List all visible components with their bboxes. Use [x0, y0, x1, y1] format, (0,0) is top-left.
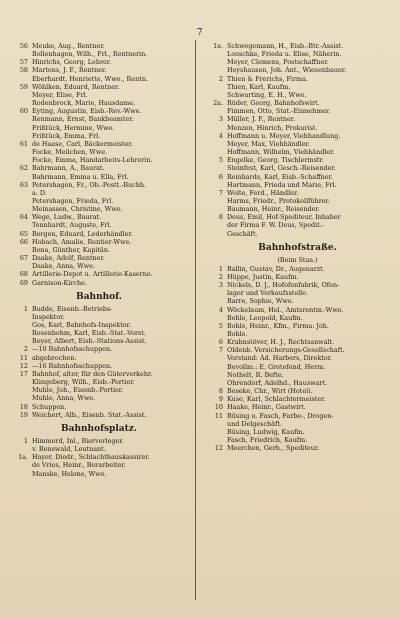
- entry-text: Wöckelaum, Hel., Amtsrentm.-Wwe.: [227, 305, 344, 314]
- column-divider: [195, 40, 196, 600]
- directory-entry: [205, 420, 390, 428]
- directory-entry: [205, 306, 390, 314]
- house-number: 6: [218, 172, 223, 181]
- house-number: 7: [218, 188, 223, 197]
- entry-text: Bevollm.: E. Grotefend, Herm.: [227, 362, 326, 371]
- directory-entry: [205, 297, 390, 305]
- entry-text: Frißtück, Emma, Frl.: [32, 131, 101, 140]
- entry-text: Hayer, Diedr., Schlachthauskassirer.: [32, 453, 150, 462]
- directory-entry: [205, 346, 390, 354]
- entry-text: Focke, Meilchen, Wwe.: [32, 148, 108, 157]
- entry-text: Krahnstöver, H. J., Rechtsanwalt.: [227, 338, 335, 347]
- house-number: 19: [19, 410, 28, 419]
- entry-text: a. D.: [32, 188, 47, 197]
- entry-text: Beyer, Albert, Eisb.-Stations-Assist.: [32, 337, 147, 346]
- directory-entry: [205, 330, 390, 338]
- house-number: 2a.: [213, 99, 223, 108]
- directory-entry: [10, 124, 188, 132]
- house-number: 56: [19, 42, 28, 50]
- directory-entry: [205, 230, 390, 238]
- house-number: 7: [218, 346, 223, 355]
- directory-entry: [205, 189, 390, 197]
- directory-entry: [10, 254, 188, 262]
- page-number: 7: [196, 28, 204, 38]
- left-column: [10, 42, 188, 478]
- directory-entry: [10, 238, 188, 246]
- directory-entry: [10, 50, 188, 58]
- house-number: 4: [218, 131, 223, 140]
- house-number: 11: [19, 353, 28, 362]
- directory-entry: [10, 132, 188, 140]
- entry-text: Bollenhagen, Wilh., Frl., Rentnerin.: [32, 50, 148, 59]
- directory-entry: [205, 197, 390, 205]
- entry-text: Deus, Emil, Hof-Spediteur, Inhaber: [227, 213, 341, 222]
- section-heading-bahnhofstrasse: Bahnhofstraße.: [258, 242, 337, 253]
- directory-entry: [10, 197, 188, 205]
- entry-text: Ballin, Gustav, Dr., Augenarzt.: [227, 264, 325, 273]
- directory-entry: [10, 362, 188, 370]
- entry-text: Bona, Günther, Kapitän.: [32, 245, 110, 254]
- left-entries-1: [10, 42, 188, 287]
- entry-text: Büsing, Ludwig, Kaufm.: [227, 427, 305, 436]
- directory-entry: [10, 213, 188, 221]
- directory-entry: [10, 378, 188, 386]
- entry-text: Engelke, Georg, Tischlermstr.: [227, 156, 324, 165]
- entry-text: Garnison-Kirche.: [32, 278, 87, 287]
- directory-entry: [205, 132, 390, 140]
- house-number: 63: [19, 180, 28, 189]
- entry-text: Wege, Ludw., Baurat.: [32, 213, 102, 222]
- directory-entry: [205, 91, 390, 99]
- entry-text: Reinhards, Karl, Eisb.-Schaffner.: [227, 172, 333, 181]
- directory-entry: [10, 173, 188, 181]
- directory-entry: [205, 124, 390, 132]
- house-number: 17: [19, 369, 28, 378]
- entry-text: Baumann, Heinr., Reisender.: [227, 205, 320, 214]
- entry-text: Himmerd, Inl., Bierverleger.: [32, 436, 124, 445]
- entry-text: Manske, Helene, Wwe.: [32, 469, 107, 478]
- directory-entry: [205, 371, 390, 379]
- directory-entry: [205, 273, 390, 281]
- entry-text: Thien, Karl, Kaufm.: [227, 82, 291, 91]
- directory-entry: [205, 428, 390, 436]
- entry-text: Rodenbrock, Marie, Hausdame.: [32, 99, 136, 108]
- directory-entry: [205, 140, 390, 148]
- entry-text: Daake, Anna, Wwe.: [32, 262, 96, 271]
- directory-entry: [10, 181, 188, 189]
- entry-text: Muhle, Joh., Eisenb.-Portier.: [32, 386, 124, 395]
- directory-entry: [10, 345, 188, 353]
- entry-text: Menzen, Hinrich, Prokurist.: [227, 123, 318, 132]
- entry-text: Bahrmann, Emma u. Ella, Frl.: [32, 172, 129, 181]
- entry-text: Bahnhof, alter, für den Güterverkehr.: [32, 369, 153, 378]
- section-heading-bahnhofsplatz: Bahnhofsplatz.: [61, 423, 137, 434]
- house-number: 57: [19, 58, 28, 67]
- directory-entry: [10, 386, 188, 394]
- entry-text: Geschäft.: [227, 229, 258, 238]
- directory-entry: [10, 354, 188, 362]
- directory-entry: [205, 265, 390, 273]
- entry-text: Klingeberg, Wilh., Eisb.-Portier.: [32, 378, 135, 387]
- directory-entry: [205, 50, 390, 58]
- entry-text: Steinfest, Karl, Gesch.-Reisender.: [227, 164, 336, 173]
- left-entries-3: [10, 437, 188, 478]
- directory-entry: [10, 279, 188, 287]
- directory-entry: [205, 322, 390, 330]
- right-entries-1: [205, 42, 390, 238]
- directory-entry: [205, 83, 390, 91]
- directory-entry: [10, 107, 188, 115]
- entry-text: Schwarting, E. H., Wwe.: [227, 90, 307, 99]
- entry-text: de Haase, Carl, Bäckermeister.: [32, 139, 133, 148]
- directory-entry: [10, 83, 188, 91]
- entry-text: Inspektor.: [32, 312, 65, 321]
- house-number: 59: [19, 82, 28, 91]
- entry-text: Heyshausen, Joh. Ant., Wiesenbauer.: [227, 66, 347, 75]
- entry-text: v. Renswald, Leutnant.: [32, 445, 106, 454]
- directory-entry: [205, 281, 390, 289]
- entry-text: Nickels, D. J., Hofofenfabrik, Ofen-: [227, 281, 340, 290]
- entry-text: Haake, Heinr., Gastwirt.: [227, 403, 306, 412]
- entry-text: Behle, Leopold, Kaufm.: [227, 313, 303, 322]
- entry-text: Fimmen, Otto, Stat.-Einnehmer.: [227, 107, 331, 116]
- directory-entry: [205, 156, 390, 164]
- entry-text: Meyer, Elise, Frl.: [32, 90, 88, 99]
- house-number: 64: [19, 213, 28, 222]
- entry-text: Hoffmann, Wilhelm, Viehhändler.: [227, 148, 335, 157]
- entry-text: Bohle.: [227, 330, 248, 338]
- directory-entry: [205, 395, 390, 403]
- house-number: 8: [218, 387, 223, 396]
- entry-text: Artillerie-Depot u. Artillerie-Kaserne.: [32, 270, 153, 279]
- directory-entry: [205, 107, 390, 115]
- directory-entry: [10, 99, 188, 107]
- directory-entry: [205, 42, 390, 50]
- entry-text: Meyer, Clemens, Postschaffner.: [227, 58, 329, 67]
- directory-entry: [205, 412, 390, 420]
- entry-text: Budde, Eisenb.-Betriebs-: [32, 304, 113, 313]
- house-number: 2: [23, 345, 28, 354]
- directory-entry: [10, 75, 188, 83]
- house-number: 5: [218, 156, 223, 165]
- house-number: 12: [214, 444, 223, 453]
- entry-text: Focke, Emma, Handarbeits-Lehrerin.: [32, 156, 153, 165]
- entry-text: Petershagen, Fr., Ob.-Postt.-Buchh.: [32, 180, 147, 189]
- entry-text: Meerchen, Gerh., Spediteur.: [227, 444, 320, 453]
- directory-entry: [205, 173, 390, 181]
- directory-entry: [205, 444, 390, 452]
- house-number: 2: [218, 272, 223, 281]
- right-column: [205, 42, 390, 452]
- entry-text: Büsing u. Fasch, Farbe-, Drogen-: [227, 411, 334, 420]
- entry-text: Wolte, Ferd., Händler.: [227, 188, 299, 197]
- entry-text: Loeschke, Frieda u. Elise, Näherin.: [227, 50, 342, 59]
- entry-text: Nothelt, R. Befte.: [227, 370, 284, 379]
- entry-text: Müller, J. F., Rentner.: [227, 115, 296, 124]
- section-subheading: (Beim Staa.): [277, 255, 318, 264]
- directory-entry: [10, 221, 188, 229]
- entry-text: Weichert, Alb., Eisenb. Stat.-Assist.: [32, 410, 147, 419]
- entry-text: Petershagen, Frieda, Frl.: [32, 196, 114, 205]
- directory-entry: [10, 337, 188, 345]
- left-entries-2: [10, 305, 188, 419]
- house-number: 69: [19, 278, 28, 287]
- entry-text: und Delgeschäft.: [227, 419, 282, 428]
- entry-text: —10 Bahnhofsschuppen.: [32, 345, 113, 354]
- entry-text: Rüder, Georg, Bahnhofswirt.: [227, 99, 320, 108]
- right-entries-2: [205, 265, 390, 453]
- directory-entry: [10, 115, 188, 123]
- house-number: 8: [218, 213, 223, 222]
- directory-entry: [10, 230, 188, 238]
- directory-entry: [205, 213, 390, 221]
- directory-entry: [10, 91, 188, 99]
- directory-entry: [205, 387, 390, 395]
- entry-text: Hinrichs, Georg, Lehrer.: [32, 58, 112, 67]
- entry-text: Hoffmann u. Meyer, Viehhandlung.: [227, 131, 341, 140]
- directory-entry: [205, 148, 390, 156]
- directory-entry: [205, 379, 390, 387]
- directory-entry: [10, 470, 188, 478]
- directory-entry: [205, 338, 390, 346]
- entry-text: —16 Bahnhofsschuppen.: [32, 361, 113, 370]
- entry-text: Rosenbohm, Karl, Eisb.-Stat.-Vorst.: [32, 329, 146, 338]
- directory-entry: [205, 58, 390, 66]
- directory-entry: [205, 115, 390, 123]
- directory-entry: [10, 329, 188, 337]
- entry-text: Fasch, Friedrich, Kaufm.: [227, 436, 308, 445]
- entry-text: Bahrmann, A., Baurat.: [32, 164, 105, 173]
- directory-entry: [10, 453, 188, 461]
- house-number: 1a.: [213, 42, 223, 50]
- house-number: 11: [214, 411, 223, 420]
- entry-text: Martens, J. F., Rentner.: [32, 66, 107, 75]
- entry-text: Hobach, Amalie, Rentier-Wwe.: [32, 237, 132, 246]
- entry-text: Bohle, Heinr., Kfm., Firma: Joh.: [227, 321, 329, 330]
- directory-entry: [205, 436, 390, 444]
- directory-entry: [10, 313, 188, 321]
- directory-entry: [205, 181, 390, 189]
- directory-entry: [10, 246, 188, 254]
- directory-entry: [10, 445, 188, 453]
- entry-text: Bergen, Eduard, Lederhändler.: [32, 229, 133, 238]
- house-number: 61: [19, 139, 28, 148]
- entry-text: Barre, Sophie, Wwe.: [227, 297, 294, 306]
- house-number: 58: [19, 66, 28, 75]
- house-number: 67: [19, 254, 28, 263]
- house-number: 2: [218, 74, 223, 83]
- directory-entry: [205, 354, 390, 362]
- entry-text: Renmann, Ernst, Bankbeamter.: [32, 115, 134, 124]
- entry-text: Meuke, Aug., Rentner.: [32, 42, 105, 50]
- house-number: 66: [19, 237, 28, 246]
- entry-text: Thien & Frerichs, Firma.: [227, 74, 308, 83]
- directory-entry: [205, 403, 390, 411]
- entry-text: Ohrendorf, Adelhd., Hauswart.: [227, 378, 328, 387]
- directory-entry: [10, 42, 188, 50]
- entry-text: Frißtück, Hermine, Wwe.: [32, 123, 115, 132]
- house-number: 1a.: [18, 453, 28, 462]
- entry-text: Meyer, Max, Viehhändler.: [227, 139, 310, 148]
- directory-entry: [10, 270, 188, 278]
- house-number: 5: [218, 321, 223, 330]
- house-number: 12: [19, 361, 28, 370]
- entry-text: Schwegemann, H., Eisb.-Btr.-Assist.: [227, 42, 344, 50]
- directory-entry: [10, 58, 188, 66]
- directory-entry: [10, 403, 188, 411]
- house-number: 3: [218, 115, 223, 124]
- directory-entry: [205, 314, 390, 322]
- directory-entry: [10, 189, 188, 197]
- entry-text: Kuse, Karl, Schlachtermeister.: [227, 395, 326, 404]
- house-number: 3: [218, 281, 223, 290]
- entry-text: lager und Verkaufsstelle.: [227, 289, 309, 298]
- directory-entry: [10, 437, 188, 445]
- house-number: 6: [218, 338, 223, 347]
- directory-entry: [10, 394, 188, 402]
- house-number: 1: [218, 264, 223, 273]
- directory-entry: [205, 66, 390, 74]
- entry-text: Muhle, Anna, Wwe.: [32, 394, 96, 403]
- house-number: 1: [23, 436, 28, 445]
- directory-entry: [205, 75, 390, 83]
- entry-text: Hartmann, Frieda und Marie, Frl.: [227, 180, 337, 189]
- directory-entry: [205, 205, 390, 213]
- directory-entry: [10, 411, 188, 419]
- house-number: 4: [218, 305, 223, 314]
- house-number: 1: [23, 304, 28, 313]
- house-number: 60: [19, 107, 28, 116]
- house-number: 10: [214, 403, 223, 412]
- entry-text: Wöhlken, Eduard, Rentner.: [32, 82, 120, 91]
- house-number: 18: [19, 402, 28, 411]
- entry-text: Schuppen.: [32, 402, 67, 411]
- directory-entry: [10, 156, 188, 164]
- directory-entry: [10, 140, 188, 148]
- directory-entry: [205, 99, 390, 107]
- entry-text: Eberhardt, Henriette, Wwe., Rentn.: [32, 74, 148, 83]
- directory-entry: [205, 221, 390, 229]
- entry-text: Vorstand: Ad. Harbers, Direktor.: [227, 354, 333, 363]
- entry-text: der Firma F. W. Deus, Spedit.-: [227, 221, 324, 230]
- house-number: 65: [19, 229, 28, 238]
- directory-entry: [10, 461, 188, 469]
- house-number: 62: [19, 164, 28, 173]
- entry-text: Eyting, Augustin, Eisb.-Rev.-Wwe.: [32, 107, 142, 116]
- entry-text: Daake, Adolf, Rentner.: [32, 254, 105, 263]
- entry-text: Tennhardt, Auguste, Frl.: [32, 221, 112, 230]
- directory-entry: [10, 66, 188, 74]
- entry-text: Meinassen, Christine, Wwe.: [32, 205, 123, 214]
- entry-text: de Vries, Heinr., Berarbeiter.: [32, 461, 126, 470]
- directory-entry: [205, 363, 390, 371]
- directory-entry: [10, 148, 188, 156]
- directory-entry: [10, 262, 188, 270]
- directory-entry: [10, 205, 188, 213]
- entry-text: Oldenb. Versicherungs-Gesellschaft.: [227, 346, 345, 355]
- entry-text: Beseke, Chr., Wirt (Hotel).: [227, 387, 313, 396]
- directory-entry: [205, 164, 390, 172]
- entry-text: abgebrochen.: [32, 353, 77, 362]
- directory-entry: [205, 289, 390, 297]
- directory-entry: [10, 164, 188, 172]
- directory-entry: [10, 370, 188, 378]
- entry-text: Gos, Karl, Bahnhofs-Inspektor.: [32, 321, 132, 329]
- house-number: 9: [218, 395, 223, 404]
- directory-entry: [10, 305, 188, 313]
- directory-entry: [10, 321, 188, 329]
- house-number: 68: [19, 270, 28, 279]
- entry-text: Hüppe, Justin, Kaufm.: [227, 272, 299, 281]
- section-heading-bahnhof: Bahnhof.: [76, 291, 122, 302]
- entry-text: Harms, Friedr., Protokollführer.: [227, 196, 330, 205]
